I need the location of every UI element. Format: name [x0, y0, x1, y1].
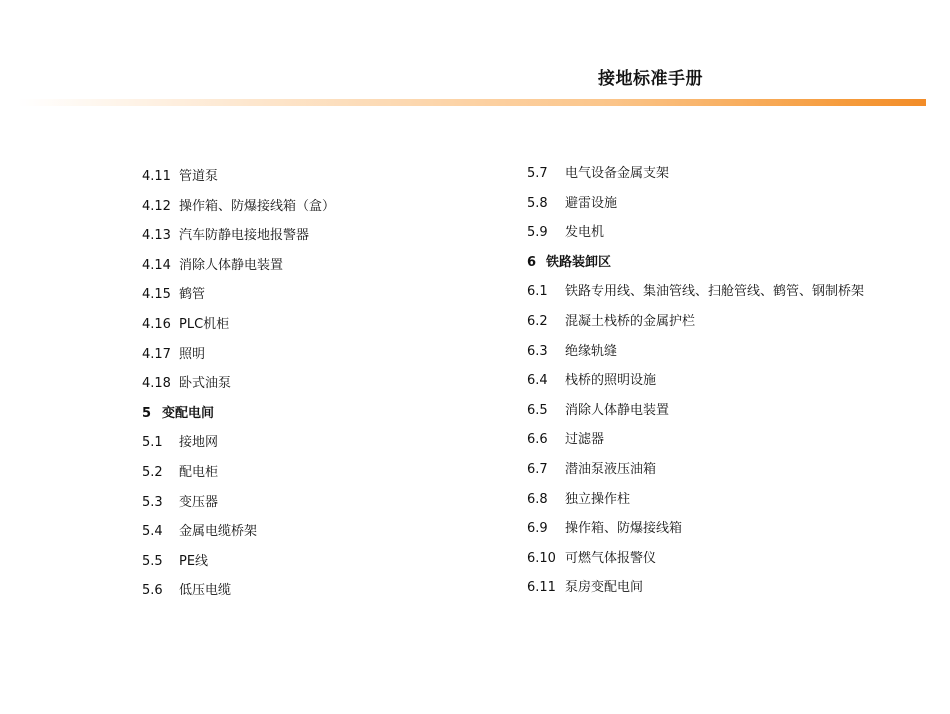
toc-entry: [527, 282, 864, 302]
toc-entry-number: 4.14: [142, 257, 171, 273]
toc-entry-number: 5.5: [142, 553, 163, 569]
toc-entry: [527, 342, 617, 362]
toc-entry-label: 变配电间: [162, 405, 215, 421]
toc-entry-label: 汽车防静电接地报警器: [179, 228, 310, 244]
toc-entry-label: 卧式油泵: [179, 376, 232, 392]
toc-entry: [527, 460, 656, 480]
toc-entry-number: 6.11: [527, 580, 556, 596]
toc-entry-number: 5.4: [142, 524, 163, 540]
toc-entry: [527, 578, 643, 598]
toc-entry-number: 4.18: [142, 376, 171, 392]
toc-entry-number: 6.5: [527, 402, 548, 418]
toc-section-heading: [527, 253, 611, 273]
toc-entry: [527, 490, 630, 510]
toc-entry-label: 栈桥的照明设施: [565, 373, 657, 389]
toc-entry: [527, 223, 604, 243]
toc-entry-number: 4.17: [142, 346, 171, 362]
toc-entry: [142, 345, 205, 365]
toc-entry-number: 6.3: [527, 343, 548, 359]
toc-entry-label: 发电机: [565, 225, 605, 241]
toc-section-heading: [142, 404, 214, 424]
toc-entry-label: 铁路专用线、集油管线、扫舱管线、鹤管、钢制桥架: [565, 284, 865, 300]
toc-entry-label: 接地网: [179, 435, 219, 451]
toc-entry-label: PLC机柜: [179, 317, 230, 332]
toc-entry: [527, 371, 656, 391]
toc-entry-label: 低压电缆: [179, 583, 232, 599]
toc-entry: [527, 401, 669, 421]
toc-entry-label: 可燃气体报警仪: [565, 550, 657, 566]
toc-entry-label: 金属电缆桥架: [179, 524, 258, 540]
toc-entry-label: 管道泵: [179, 169, 219, 184]
toc-entry-number: 5.8: [527, 195, 548, 211]
toc-entry-number: 6.4: [527, 373, 548, 389]
toc-entry-number: 5.2: [142, 465, 163, 480]
toc-entry-number: 6: [527, 254, 537, 270]
toc-entry: [142, 581, 231, 601]
toc-entry: [142, 256, 283, 276]
toc-entry-label: 泵房变配电间: [565, 580, 644, 596]
toc-entry-label: 照明: [179, 346, 206, 362]
toc-entry-label: 避雷设施: [565, 195, 618, 211]
page-title: 接地标准手册: [598, 69, 703, 89]
toc-entry-number: 6.7: [527, 462, 548, 477]
toc-entry-number: 4.12: [142, 198, 171, 214]
header-divider-bar: [18, 99, 926, 106]
toc-entry-label: 鹤管: [179, 287, 206, 303]
toc-entry-label: 配电柜: [179, 465, 219, 480]
toc-entry-number: 6.6: [527, 432, 548, 448]
toc-entry: [142, 197, 335, 217]
toc-entry-number: 5.6: [142, 583, 163, 599]
toc-entry-label: 独立操作柱: [565, 491, 631, 507]
toc-entry: [142, 463, 218, 483]
toc-entry-label: 消除人体静电装置: [565, 402, 670, 418]
toc-entry: [142, 433, 218, 453]
toc-entry-number: 4.15: [142, 287, 171, 303]
toc-entry: [142, 493, 218, 513]
toc-entry-number: 5.7: [527, 166, 548, 181]
toc-entry-number: 5: [142, 405, 152, 421]
toc-entry-label: 消除人体静电装置: [179, 257, 284, 273]
toc-entry-number: 5.9: [527, 225, 548, 241]
toc-entry-number: 6.1: [527, 284, 548, 300]
toc-entry: [142, 285, 205, 305]
toc-entry-number: 6.10: [527, 550, 556, 566]
toc-entry-label: 变压器: [179, 494, 219, 510]
toc-entry-label: 潜油泵液压油箱: [565, 462, 657, 477]
toc-entry-label: 电气设备金属支架: [565, 166, 670, 181]
toc-entry: [142, 167, 218, 187]
toc-entry-number: 6.8: [527, 491, 548, 507]
toc-entry-label: 绝缘轨缝: [565, 343, 618, 359]
toc-entry: [527, 549, 656, 569]
toc-entry: [527, 312, 695, 332]
toc-entry: [142, 315, 229, 335]
toc-entry-number: 4.13: [142, 228, 171, 244]
toc-entry-label: 混凝土栈桥的金属护栏: [565, 314, 696, 329]
toc-entry: [142, 226, 309, 246]
toc-entry-number: 4.16: [142, 317, 171, 332]
toc-entry-label: 过滤器: [565, 432, 605, 448]
toc-entry-number: 6.2: [527, 314, 548, 329]
toc-entry: [527, 519, 682, 539]
toc-entry-number: 5.3: [142, 494, 163, 510]
toc-entry: [527, 430, 604, 450]
toc-entry: [142, 552, 208, 572]
toc-entry-label: 操作箱、防爆接线箱: [565, 521, 683, 537]
toc-entry: [142, 374, 231, 394]
toc-entry-label: 操作箱、防爆接线箱（盒）: [179, 198, 336, 214]
toc-entry: [527, 194, 617, 214]
toc-entry-number: 4.11: [142, 169, 171, 184]
toc-entry-label: PE线: [179, 553, 209, 569]
toc-entry-number: 6.9: [527, 521, 548, 537]
toc-entry: [142, 522, 257, 542]
toc-entry: [527, 164, 669, 184]
toc-entry-label: 铁路装卸区: [546, 254, 612, 270]
toc-entry-number: 5.1: [142, 435, 163, 451]
